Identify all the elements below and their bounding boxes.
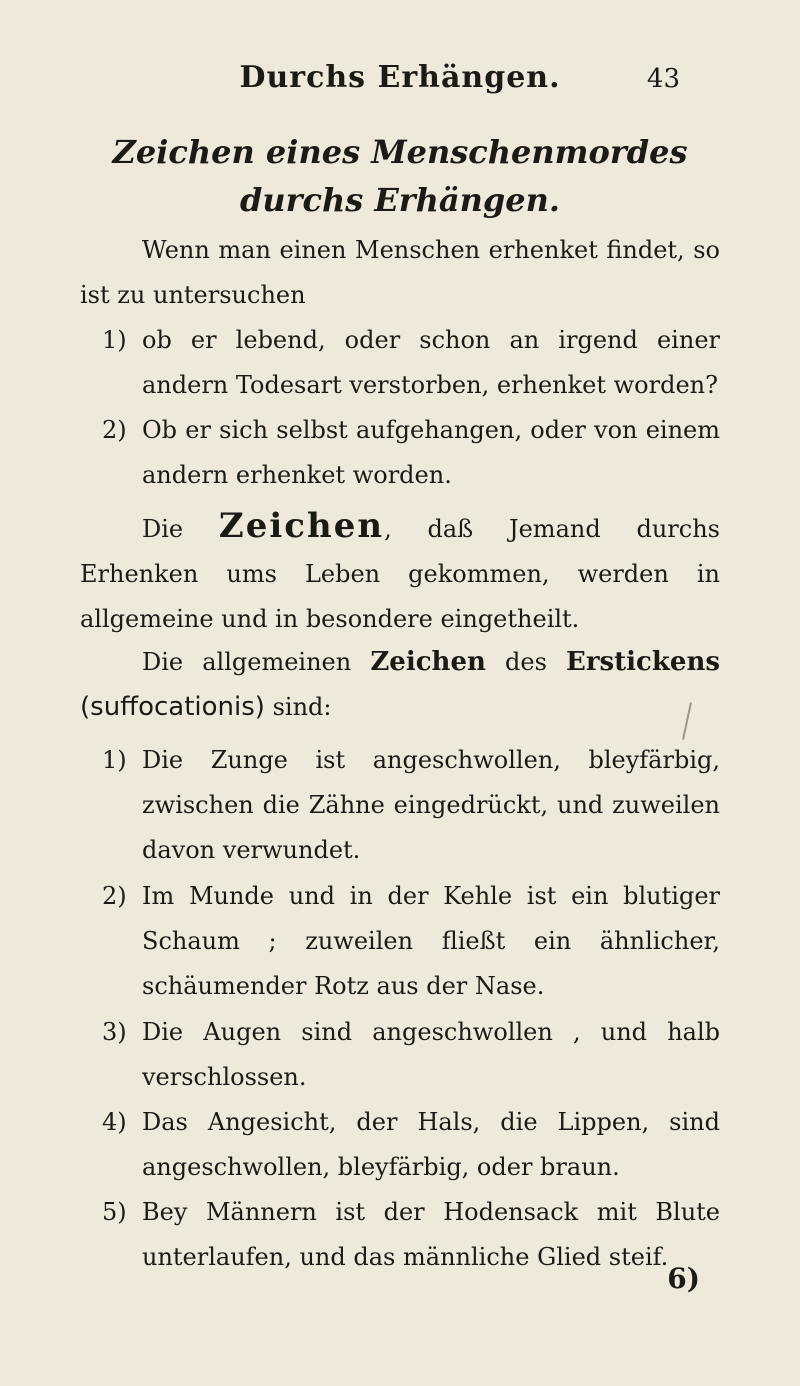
list-item xyxy=(80,1100,720,1190)
general-head-word: Zeichen xyxy=(370,647,486,677)
latin-term: (suffocationis) xyxy=(80,692,265,722)
list-number: 1) xyxy=(102,746,127,774)
running-title: Durchs Erhängen. xyxy=(239,60,561,95)
list-item xyxy=(80,874,720,1009)
question-text: ob er lebend, oder schon an irgend einer andern Todesart verstorben, erhenket worden? xyxy=(142,326,720,399)
question-item xyxy=(80,408,720,498)
list-item xyxy=(80,738,720,873)
question-text: Ob er sich selbst aufgehangen, oder von einem andern erhenket worden. xyxy=(142,416,720,489)
general-middle: des xyxy=(505,648,547,676)
list-text: Das Angesicht, der Hals, die Lippen, sind angeschwollen, bleyfärbig, oder braun. xyxy=(142,1108,720,1181)
general-lead: Die allgemeinen xyxy=(142,648,352,676)
list-text: Die Zunge ist angeschwollen, bleyfärbig, zwischen die Zähne eingedrückt, und zuweilen davon verwundet. xyxy=(142,746,720,864)
question-number: 2) xyxy=(102,416,127,444)
list-number: 2) xyxy=(102,882,127,910)
general-tail: sind: xyxy=(272,693,332,721)
catchword: 6) xyxy=(667,1262,700,1295)
intro-paragraph: Wenn man einen Menschen erhenket findet, so ist zu untersuchen xyxy=(80,236,720,309)
list-item xyxy=(80,1010,720,1100)
list-number: 4) xyxy=(102,1108,127,1136)
general-signs-paragraph xyxy=(80,640,720,730)
list-number: 3) xyxy=(102,1018,127,1046)
question-number: 1) xyxy=(102,326,127,354)
section-title: Zeichen eines Menschenmordes durchs Erhängen. xyxy=(112,133,688,219)
list-text: Die Augen sind angeschwollen , und halb verschlossen. xyxy=(142,1018,720,1091)
list-text: Im Munde und in der Kehle ist ein blutiger Schaum ; zuweilen fließt ein ähnlicher, schäumender Rotz aus der Nase. xyxy=(142,882,720,1000)
running-head xyxy=(0,60,800,100)
list-number: 5) xyxy=(102,1198,127,1226)
page-number: 43 xyxy=(646,64,680,94)
question-item xyxy=(80,318,720,408)
list-item xyxy=(80,1190,720,1280)
signs-lead: Die xyxy=(142,515,184,543)
list-text: Bey Männern ist der Hodensack mit Blute unterlaufen, und das männliche Glied steif. xyxy=(142,1198,720,1271)
signs-paragraph xyxy=(80,504,720,642)
signs-head-word: Zeichen xyxy=(218,506,385,546)
general-head-word-2: Erstickens xyxy=(566,647,720,677)
signs-text: , daß Jemand durchs Erhenken ums Leben gekommen, werden in allgemeine und in besondere eingetheilt. xyxy=(80,515,720,633)
